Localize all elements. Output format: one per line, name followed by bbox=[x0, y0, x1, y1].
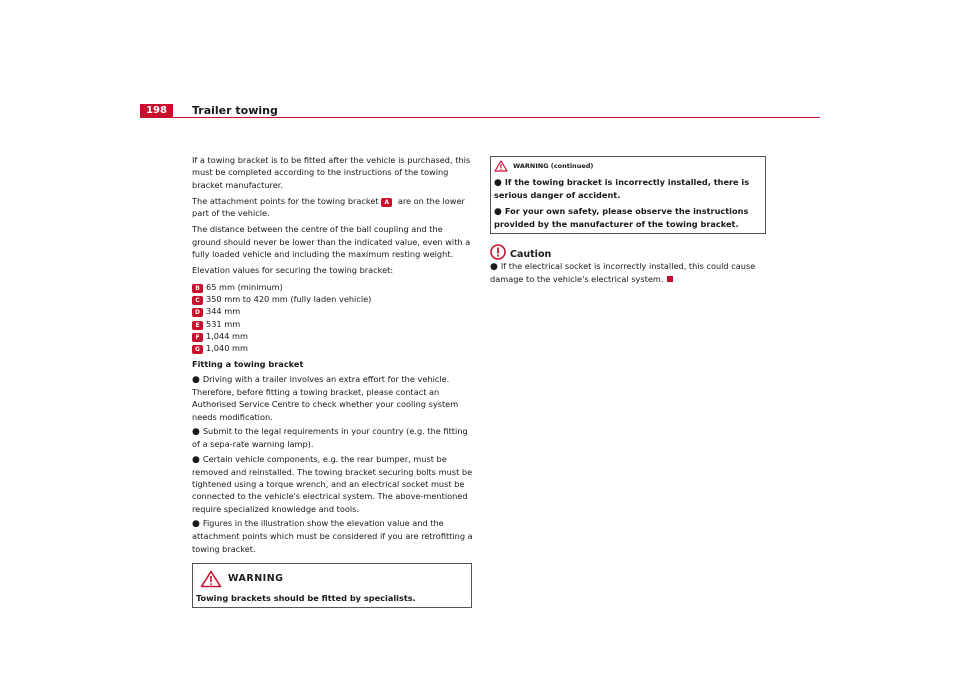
bullet-text: Driving with a trailer involves an extra effort for the vehicle. Therefore, before fitting a towing bracket, please contact an Authorised Service Centre to check whether your cooling system needs modification. bbox=[192, 373, 459, 422]
bullet-text: If the towing bracket is incorrectly installed, there is serious danger of accident. bbox=[494, 177, 750, 201]
warning-continued-header bbox=[494, 159, 762, 173]
warning-box bbox=[192, 563, 472, 608]
elevation-intro: Elevation values for securing the towing bracket: bbox=[192, 265, 394, 276]
marker-c: C bbox=[192, 296, 203, 305]
warning-title: WARNING bbox=[228, 572, 284, 584]
marker-b: B bbox=[192, 284, 203, 293]
warning-continued-box bbox=[490, 156, 766, 234]
attachment-paragraph bbox=[192, 195, 474, 220]
distance-paragraph: The distance between the centre of the ball coupling and the ground should never be lower than the indicated value, even with a fully loaded vehicle and including the maximum resting weight. bbox=[192, 224, 471, 260]
page-number: 198 bbox=[140, 104, 173, 118]
bullet-text: Submit to the legal requirements in your country (e.g. the fitting of a sepa-rate warning lamp). bbox=[192, 425, 468, 450]
right-column bbox=[490, 156, 766, 288]
elevation-value: 531 mm bbox=[206, 318, 241, 329]
elevation-item bbox=[192, 293, 474, 305]
bullet-item bbox=[192, 453, 474, 515]
warning-continued-title: WARNING (continued) bbox=[513, 161, 594, 170]
elevation-value: 344 mm bbox=[206, 306, 241, 317]
bullet-dot-icon: ● bbox=[192, 519, 200, 530]
bullet-dot-icon: ● bbox=[192, 426, 200, 437]
bullet-item bbox=[192, 373, 474, 423]
chapter-title: Trailer towing bbox=[192, 104, 278, 117]
elevation-value: 1,044 mm bbox=[206, 330, 248, 341]
elevation-item bbox=[192, 318, 474, 330]
marker-e: E bbox=[192, 321, 203, 330]
bullet-item bbox=[494, 176, 762, 202]
elevation-item bbox=[192, 330, 474, 342]
elevation-item bbox=[192, 342, 474, 354]
bullet-dot-icon: ● bbox=[494, 206, 502, 217]
bullet-item bbox=[192, 517, 474, 555]
bullet-dot-icon: ● bbox=[490, 262, 498, 273]
header-rule bbox=[173, 117, 820, 118]
caution-text-block bbox=[490, 260, 766, 286]
bullet-dot-icon: ● bbox=[192, 374, 200, 385]
bullet-text: Figures in the illustration show the elevation value and the attachment points which must be considered if you are retrofitting a towing bracket. bbox=[192, 518, 473, 554]
intro-paragraph: If a towing bracket is to be fitted after the vehicle is purchased, this must be completed according to the instructions of the towing bracket manufacturer. bbox=[192, 155, 471, 190]
bullet-text: For your own safety, please observe the instructions provided by the manufacturer of the towing bracket. bbox=[494, 205, 749, 229]
elevation-value: 65 mm (minimum) bbox=[206, 281, 283, 292]
bullet-dot-icon: ● bbox=[494, 178, 502, 188]
elevation-list bbox=[192, 281, 474, 355]
marker-g: G bbox=[192, 345, 203, 354]
attachment-text-end: are on the lower part of the vehicle. bbox=[192, 195, 465, 219]
marker-f: F bbox=[192, 333, 203, 342]
fitting-subheading: Fitting a towing bracket bbox=[192, 359, 304, 370]
elevation-item bbox=[192, 281, 474, 293]
bullet-item bbox=[494, 205, 762, 231]
attachment-text-start: The attachment points for the towing bracket bbox=[192, 195, 379, 206]
warning-triangle-icon bbox=[200, 570, 222, 588]
marker-d: D bbox=[192, 308, 203, 317]
elevation-value: 1,040 mm bbox=[206, 343, 248, 354]
caution-exclamation-icon bbox=[490, 244, 506, 260]
warning-header bbox=[196, 568, 468, 590]
caution-section bbox=[490, 244, 766, 286]
bullet-dot-icon: ● bbox=[192, 454, 200, 465]
warning-text: Towing brackets should be fitted by specialists. bbox=[196, 592, 416, 603]
bullet-item bbox=[192, 425, 474, 451]
elevation-item bbox=[192, 305, 474, 317]
warning-triangle-icon bbox=[494, 160, 508, 172]
left-column bbox=[192, 154, 474, 608]
end-of-section-icon bbox=[667, 276, 673, 282]
caution-text: If the electrical socket is incorrectly installed, this could cause damage to the vehicle's electrical system. bbox=[490, 261, 756, 285]
caution-header bbox=[490, 244, 766, 260]
caution-title: Caution bbox=[510, 249, 552, 261]
marker-a: A bbox=[381, 198, 392, 207]
bullet-text: Certain vehicle components, e.g. the rear bumper, must be removed and reinstalled. The towing bracket securing bolts must be tightened using a torque wrench, and an electrical socket must be connected to the vehicle's electrical system. The above-mentioned require specialized knowledge and tools. bbox=[192, 453, 473, 514]
elevation-value: 350 mm to 420 mm (fully laden vehicle) bbox=[206, 293, 372, 304]
